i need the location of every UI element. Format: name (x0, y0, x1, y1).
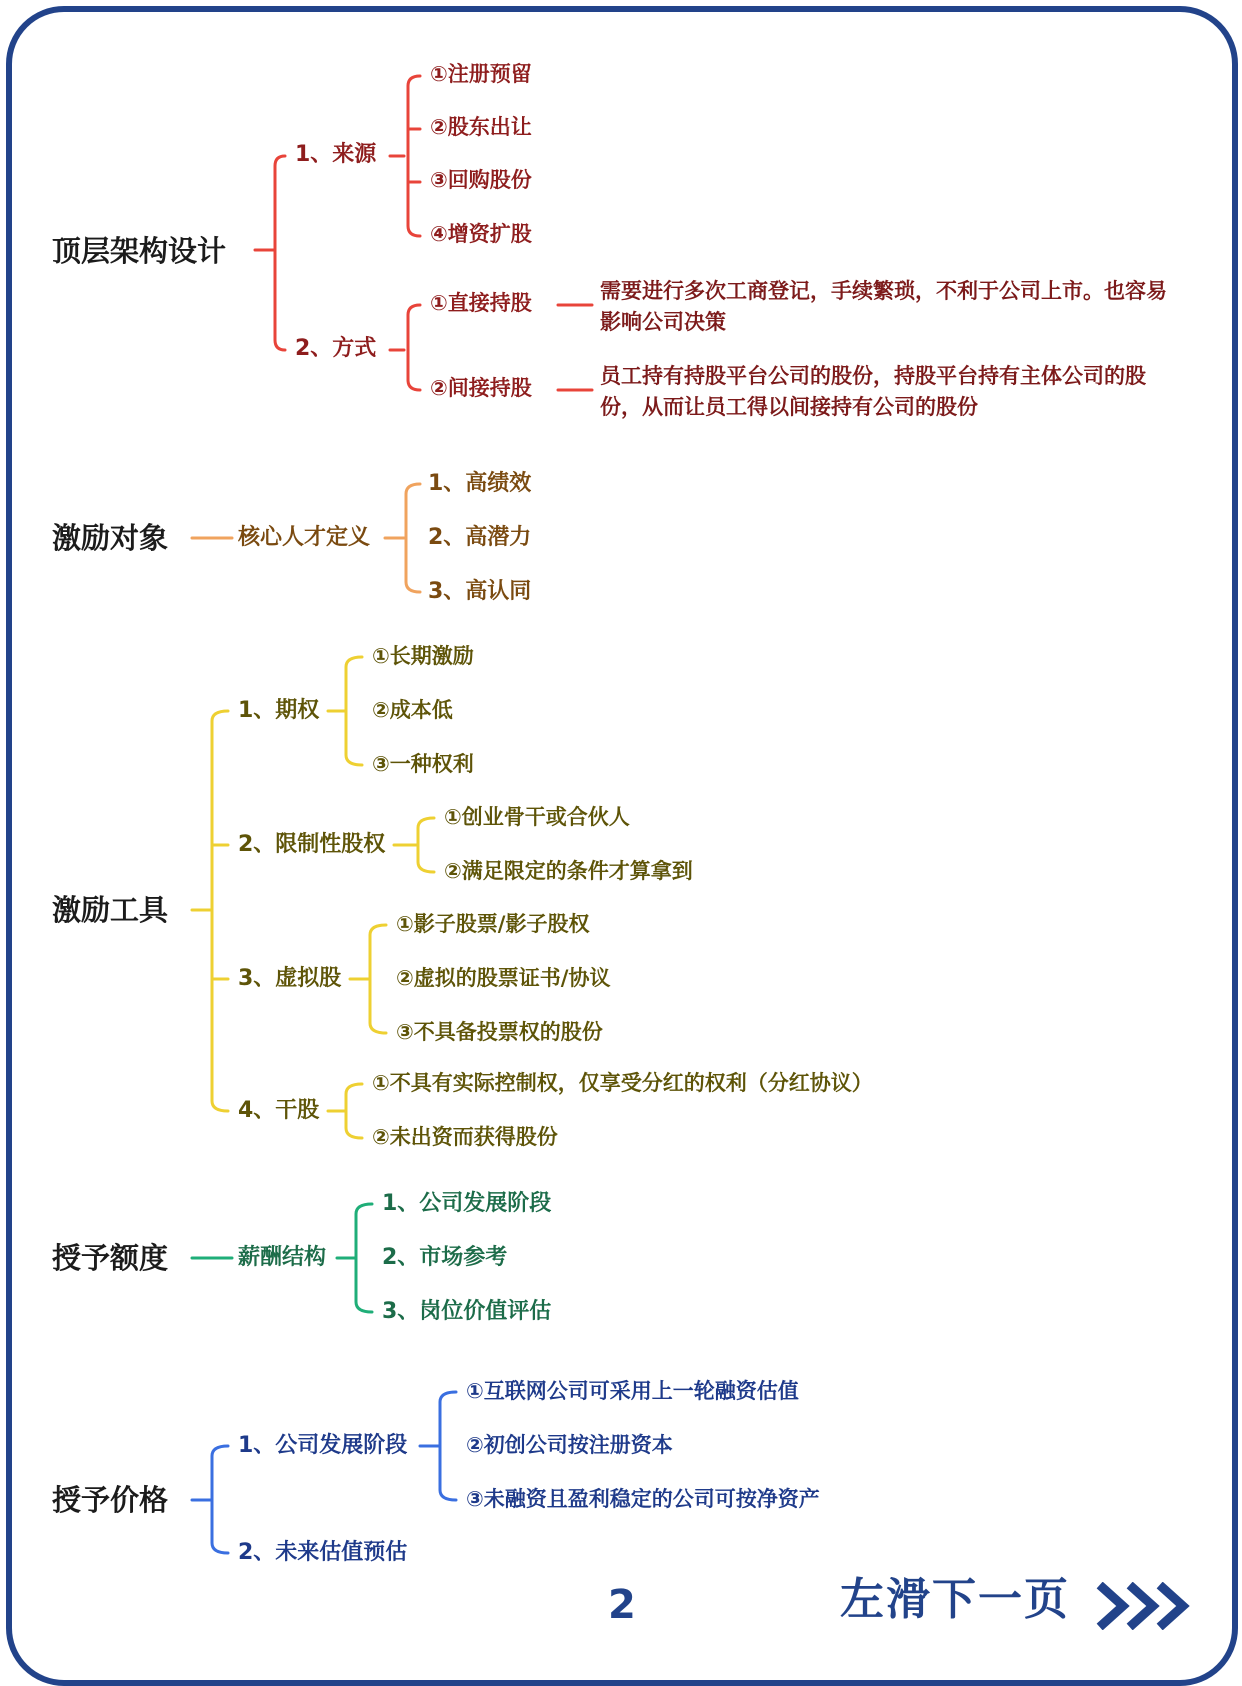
node-virtual-stock: 3、虚拟股 (238, 966, 342, 991)
triple-chevron-right-icon[interactable] (1095, 1582, 1195, 1630)
node-core-talent: 核心人才定义 (238, 525, 371, 550)
node-method: 2、方式 (295, 336, 377, 361)
section-title-tools: 激励工具 (52, 893, 169, 927)
leaf-target-1: 1、高绩效 (428, 471, 532, 496)
leaf-virtual-2: ②虚拟的股票证书/协议 (396, 966, 611, 990)
leaf-price-3: ③未融资且盈利稳定的公司可按净资产 (466, 1487, 820, 1511)
section-title-quota: 授予额度 (52, 1241, 169, 1275)
page-number: 2 (608, 1582, 636, 1628)
node-salary-structure: 薪酬结构 (238, 1245, 327, 1270)
node-company-stage: 1、公司发展阶段 (238, 1433, 408, 1458)
section-title-price: 授予价格 (52, 1483, 169, 1517)
node-future-valuation: 2、未来估值预估 (238, 1540, 408, 1565)
leaf-options-1: ①长期激励 (372, 644, 474, 668)
node-options: 1、期权 (238, 698, 320, 723)
node-source: 1、来源 (295, 142, 377, 167)
leaf-virtual-1: ①影子股票/影子股权 (396, 912, 590, 936)
leaf-options-3: ③一种权利 (372, 752, 474, 776)
node-restricted-equity: 2、限制性股权 (238, 832, 386, 857)
leaf-quota-3: 3、岗位价值评估 (382, 1299, 552, 1324)
leaf-quota-1: 1、公司发展阶段 (382, 1191, 552, 1216)
leaf-virtual-3: ③不具备投票权的股份 (396, 1020, 603, 1044)
leaf-source-3: ③回购股份 (430, 168, 532, 192)
leaf-restricted-1: ①创业骨干或合伙人 (444, 805, 630, 829)
section-title-target: 激励对象 (52, 521, 169, 555)
leaf-price-2: ②初创公司按注册资本 (466, 1433, 673, 1457)
leaf-price-1: ①互联网公司可采用上一轮融资估值 (466, 1379, 799, 1403)
leaf-target-3: 3、高认同 (428, 579, 532, 604)
leaf-source-2: ②股东出让 (430, 115, 532, 139)
leaf-target-2: 2、高潜力 (428, 525, 532, 550)
leaf-source-4: ④增资扩股 (430, 222, 532, 246)
leaf-options-2: ②成本低 (372, 698, 453, 722)
leaf-direct-holding: ①直接持股 (430, 291, 532, 315)
leaf-source-1: ①注册预留 (430, 62, 532, 86)
swipe-next-label[interactable]: 左滑下一页 (840, 1574, 1070, 1625)
section-title-top-design: 顶层架构设计 (52, 234, 227, 268)
leaf-dry-shares-1: ①不具有实际控制权，仅享受分红的权利（分红协议） (372, 1071, 873, 1095)
node-dry-shares: 4、干股 (238, 1098, 320, 1123)
leaf-indirect-holding: ②间接持股 (430, 376, 532, 400)
desc-direct-holding: 需要进行多次工商登记，手续繁琐，不利于公司上市。也容易影响公司决策 (600, 279, 1167, 334)
leaf-dry-shares-2: ②未出资而获得股份 (372, 1125, 558, 1149)
leaf-quota-2: 2、市场参考 (382, 1245, 508, 1270)
leaf-restricted-2: ②满足限定的条件才算拿到 (444, 859, 693, 883)
desc-indirect-holding: 员工持有持股平台公司的股份，持股平台持有主体公司的股份，从而让员工得以间接持有公司的股份 (600, 364, 1146, 419)
